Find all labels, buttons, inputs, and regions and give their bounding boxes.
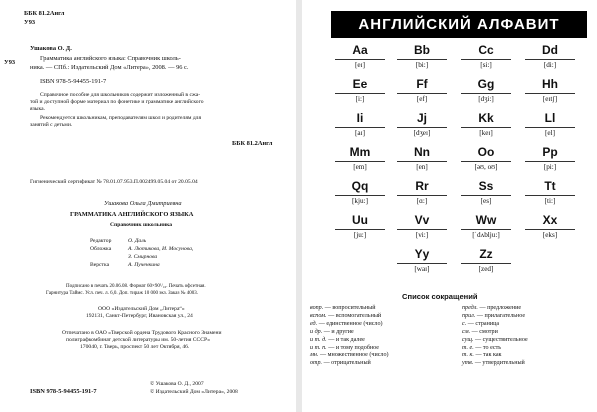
letter-glyph: Qq bbox=[351, 179, 369, 193]
abbreviation-meaning: — смотри bbox=[471, 328, 498, 335]
abbreviation-key: т. к. bbox=[462, 352, 474, 359]
letter-transcription: [bi:] bbox=[397, 59, 447, 70]
alphabet-letter-cell bbox=[335, 112, 385, 138]
abbreviation-row bbox=[310, 345, 379, 353]
letter-glyph: Ww bbox=[475, 213, 497, 227]
alphabet-letter-cell bbox=[397, 146, 447, 172]
letter-transcription: [əʊ, oʊ] bbox=[461, 161, 511, 172]
letter-glyph: Nn bbox=[414, 145, 430, 159]
credit-name: А. Лютикова, И. Мосунова, bbox=[128, 246, 194, 252]
alphabet-letter-cell bbox=[335, 214, 385, 240]
alphabet-letter-cell bbox=[461, 44, 511, 70]
alphabet-letter-cell bbox=[397, 112, 447, 138]
letter-transcription: [kju:] bbox=[335, 195, 385, 206]
hygiene-certificate: Гигиенический сертификат № 78.01.07.953.П.002499.05.04 от 20.05.04 bbox=[30, 179, 198, 185]
alphabet-letter-cell bbox=[461, 214, 511, 240]
abbreviation-key: ед. bbox=[310, 320, 318, 327]
letter-transcription: [i:] bbox=[335, 93, 385, 104]
alphabet-letter-cell bbox=[525, 112, 575, 138]
publisher-line: 192131, Санкт-Петербург, Ивановская ул., 24 bbox=[86, 313, 193, 319]
printer-line: полиграфкомбинат детской литературы им. 50-летия СССР» bbox=[66, 337, 211, 343]
abbreviation-row bbox=[310, 321, 383, 329]
alphabet-letter-cell bbox=[525, 180, 575, 206]
book-title: ГРАММАТИКА АНГЛИЙСКОГО ЯЗЫКА bbox=[70, 211, 194, 218]
printer-line: 170040, г. Тверь, проспект 50 лет Октября, 46. bbox=[80, 344, 190, 350]
letter-glyph: Ff bbox=[416, 77, 428, 91]
letter-transcription: [ju:] bbox=[335, 229, 385, 240]
abbreviation-row bbox=[310, 352, 389, 360]
letter-transcription: [el] bbox=[525, 127, 575, 138]
letter-glyph: Oo bbox=[477, 145, 495, 159]
bbk-code-bottom: ББК 81.2Англ bbox=[232, 140, 273, 147]
abbreviation-row bbox=[310, 337, 365, 345]
abbreviation-key: мн. bbox=[310, 352, 319, 359]
letter-transcription: [di:] bbox=[525, 59, 575, 70]
credit-name: О. Даль bbox=[128, 238, 147, 244]
abbreviation-row bbox=[462, 352, 502, 360]
credit-role: Редактор bbox=[90, 238, 112, 244]
credit-role: Обложка bbox=[90, 246, 112, 252]
abbreviation-key: вспом. bbox=[310, 312, 327, 319]
imprint-page bbox=[0, 0, 296, 412]
alphabet-letter-cell bbox=[525, 146, 575, 172]
letter-glyph: Cc bbox=[478, 43, 494, 57]
letter-transcription: [dʒi:] bbox=[461, 93, 511, 104]
letter-transcription: [ti:] bbox=[525, 195, 575, 206]
abstract-line: Справочное пособие для школьников содержит изложенный в сжа- bbox=[40, 92, 201, 98]
abbreviation-row bbox=[462, 313, 525, 321]
letter-transcription: [pi:] bbox=[525, 161, 575, 172]
letter-glyph: Ii bbox=[356, 111, 364, 125]
abbreviation-row bbox=[462, 329, 498, 337]
letter-glyph: Ee bbox=[352, 77, 368, 91]
abbreviation-meaning: — то есть bbox=[475, 344, 502, 351]
letter-glyph: Yy bbox=[414, 247, 430, 261]
author-heading: Ушакова О. Д. bbox=[30, 45, 72, 52]
abbreviation-meaning: — вспомогательный bbox=[328, 312, 382, 319]
abbreviation-meaning: — предложение bbox=[479, 305, 522, 311]
printer-line: Отпечатано в ОАО «Тверской ордена Трудового Красного Знамени bbox=[62, 330, 222, 336]
isbn-bottom: ISBN 978-5-94455-191-7 bbox=[30, 388, 97, 395]
abbreviation-meaning: — отрицательный bbox=[323, 360, 371, 367]
alphabet-letter-cell bbox=[397, 248, 447, 274]
alphabet-page bbox=[302, 0, 597, 412]
letter-transcription: [eɪ] bbox=[335, 59, 385, 70]
alphabet-letter-cell bbox=[461, 248, 511, 274]
letter-transcription: [es] bbox=[461, 195, 511, 206]
letter-transcription: [zed] bbox=[461, 263, 511, 274]
alphabet-letter-cell bbox=[525, 78, 575, 104]
abbreviation-row bbox=[310, 313, 381, 321]
alphabet-letter-cell bbox=[461, 180, 511, 206]
letter-glyph: Ss bbox=[478, 179, 494, 193]
copyright-author: © Ушакова О. Д., 2007 bbox=[150, 381, 204, 387]
letter-transcription: [eɪtʃ] bbox=[525, 93, 575, 104]
abbreviation-key: т. е. bbox=[462, 344, 474, 351]
letter-glyph: Ll bbox=[544, 111, 556, 125]
letter-glyph: Uu bbox=[352, 213, 368, 227]
letter-glyph: Rr bbox=[415, 179, 429, 193]
letter-glyph: Aa bbox=[352, 43, 368, 57]
alphabet-letter-cell bbox=[397, 44, 447, 70]
abbreviation-meaning: — единственное (число) bbox=[318, 320, 383, 327]
letter-glyph: Tt bbox=[544, 179, 556, 193]
print-info-line: Подписано в печать 20.06.08. Формат 60×90¹/₁₆. Печать офсетная. bbox=[66, 284, 206, 289]
letter-glyph: Kk bbox=[478, 111, 494, 125]
abbreviation-meaning: — утвердительный bbox=[474, 360, 525, 367]
isbn: ISBN 978-5-94455-191-7 bbox=[40, 78, 107, 85]
abbreviation-row bbox=[462, 321, 499, 329]
alphabet-letter-cell bbox=[335, 78, 385, 104]
letter-transcription: [ɑ:] bbox=[397, 195, 447, 206]
abbreviation-key: с. bbox=[462, 320, 467, 327]
alphabet-letter-cell bbox=[397, 78, 447, 104]
print-info-line: Гарнитура Таймс. Усл. печ. л. 6,0. Доп. тираж 10 000 экз. Заказ № 4003. bbox=[46, 291, 198, 296]
abbreviation-meaning: — существительное bbox=[475, 336, 528, 343]
abbreviation-key: и т. д. bbox=[310, 336, 327, 343]
book-subtitle: Справочник школьника bbox=[110, 222, 173, 228]
letter-glyph: Pp bbox=[542, 145, 558, 159]
abbreviation-meaning: — прилагательное bbox=[476, 312, 526, 319]
alphabet-letter-cell bbox=[461, 146, 511, 172]
letter-transcription: [waɪ] bbox=[397, 263, 447, 274]
udc-margin-code: У93 bbox=[4, 59, 16, 66]
letter-glyph: Gg bbox=[477, 77, 495, 91]
letter-glyph: Bb bbox=[414, 43, 430, 57]
letter-glyph: Dd bbox=[542, 43, 558, 57]
abbreviation-row bbox=[462, 337, 528, 345]
alphabet-letter-cell bbox=[335, 44, 385, 70]
abbreviation-row bbox=[310, 360, 371, 368]
abstract-line: той и доступной форме материал по фонетике и грамматике английского bbox=[30, 99, 204, 105]
abbreviation-row bbox=[310, 329, 354, 337]
letter-glyph: Hh bbox=[542, 77, 558, 91]
credit-name: З. Смирнова bbox=[128, 254, 158, 260]
author-italic: Ушакова Ольга Дмитриевна bbox=[104, 200, 182, 207]
abbreviation-meaning: — и так далее bbox=[328, 336, 365, 343]
abbreviation-meaning: — и другие bbox=[323, 328, 354, 335]
abbreviation-key: предл. bbox=[462, 305, 478, 311]
letter-transcription: [ˈdʌblju:] bbox=[461, 229, 511, 240]
copyright-publisher: © Издательский Дом «Литера», 2008 bbox=[150, 389, 238, 395]
letter-transcription: [en] bbox=[397, 161, 447, 172]
abbreviation-key: и др. bbox=[310, 328, 323, 335]
abbreviation-key: и т. п. bbox=[310, 344, 327, 351]
letter-transcription: [dʒeɪ] bbox=[397, 127, 447, 138]
letter-glyph: Xx bbox=[542, 213, 558, 227]
letter-transcription: [aɪ] bbox=[335, 127, 385, 138]
abbreviation-meaning: — множественное (число) bbox=[319, 352, 389, 359]
bib-line-2: ника. — СПб.: Издательский Дом «Литера», 2008. — 96 с. bbox=[30, 64, 189, 71]
bib-line-1: Грамматика английского языка: Справочник школь- bbox=[40, 55, 181, 62]
abbreviation-meaning: — страница bbox=[467, 320, 500, 327]
abstract-line: занятий с детьми. bbox=[30, 122, 73, 128]
abbreviation-meaning: — так как bbox=[475, 352, 502, 359]
alphabet-letter-cell bbox=[335, 146, 385, 172]
letter-glyph: Vv bbox=[414, 213, 430, 227]
letter-transcription: [eks] bbox=[525, 229, 575, 240]
abbreviation-row bbox=[462, 360, 525, 368]
letter-transcription: [em] bbox=[335, 161, 385, 172]
letter-transcription: [keɪ] bbox=[461, 127, 511, 138]
abbreviation-row bbox=[462, 305, 521, 313]
letter-glyph: Jj bbox=[416, 111, 427, 125]
letter-transcription: [vi:] bbox=[397, 229, 447, 240]
abbreviation-key: отр. bbox=[310, 360, 323, 367]
abbreviation-key: см. bbox=[462, 328, 471, 335]
credit-name: А. Пученкина bbox=[128, 262, 160, 268]
alphabet-letter-cell bbox=[397, 180, 447, 206]
alphabet-letter-cell bbox=[525, 214, 575, 240]
alphabet-letter-cell bbox=[461, 78, 511, 104]
publisher-line: ООО «Издательский Дом „Литера“» bbox=[98, 306, 185, 312]
abstract-line: Рекомендуется школьникам, преподавателям школ и родителям для bbox=[40, 115, 202, 121]
abbreviation-row bbox=[462, 345, 501, 353]
letter-glyph: Zz bbox=[479, 247, 493, 261]
alphabet-letter-cell bbox=[335, 180, 385, 206]
abbreviation-key: утв. bbox=[462, 360, 474, 367]
alphabet-letter-cell bbox=[461, 112, 511, 138]
alphabet-letter-cell bbox=[397, 214, 447, 240]
abstract-line: языка. bbox=[30, 106, 46, 112]
bbk-code-top: ББК 81.2Англ bbox=[24, 10, 65, 17]
abbreviation-key: сущ. bbox=[462, 336, 474, 343]
udc-code: У93 bbox=[24, 19, 36, 26]
credit-role: Верстка bbox=[90, 262, 110, 268]
alphabet-title: АНГЛИЙСКИЙ АЛФАВИТ bbox=[331, 11, 587, 38]
letter-transcription: [si:] bbox=[461, 59, 511, 70]
abbreviation-meaning: — и тому подобное bbox=[328, 344, 380, 351]
abbreviation-row bbox=[310, 305, 376, 313]
letter-glyph: Mm bbox=[349, 145, 371, 159]
abbreviation-key: прил. bbox=[462, 312, 476, 319]
abbreviation-key: вопр. bbox=[310, 305, 324, 311]
letter-transcription: [ef] bbox=[397, 93, 447, 104]
alphabet-letter-cell bbox=[525, 44, 575, 70]
abbreviations-title: Список сокращений bbox=[402, 292, 478, 301]
abbreviation-meaning: — вопросительный bbox=[324, 305, 376, 311]
